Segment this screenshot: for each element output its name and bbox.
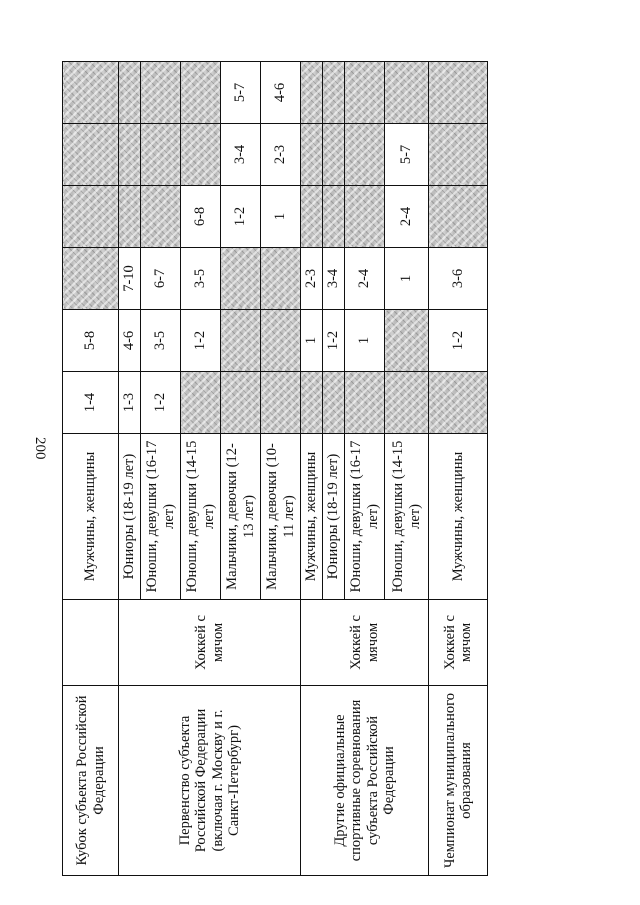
value-cell: 1-3 (119, 372, 141, 434)
group-cell: Мальчики, девочки (10-11 лет) (261, 434, 301, 600)
value-cell (141, 186, 181, 248)
competition-cell: Другие официальные спортивные соревнования субъекта Российской Федерации (301, 686, 429, 876)
value-cell: 2-3 (261, 124, 301, 186)
value-cell: 3-4 (221, 124, 261, 186)
value-cell (141, 124, 181, 186)
value-cell: 3-6 (429, 248, 488, 310)
value-cell: 5-7 (221, 62, 261, 124)
value-cell (63, 62, 119, 124)
group-cell: Юниоры (18-19 лет) (119, 434, 141, 600)
group-cell: Юниоры (18-19 лет) (323, 434, 345, 600)
value-cell: 1 (261, 186, 301, 248)
group-cell: Юноши, девушки (16-17 лет) (345, 434, 385, 600)
value-cell (301, 186, 323, 248)
value-cell: 3-4 (323, 248, 345, 310)
discipline-cell: Хоккей с мячом (429, 600, 488, 686)
value-cell: 1-2 (221, 186, 261, 248)
value-cell (63, 186, 119, 248)
group-cell: Мужчины, женщины (301, 434, 323, 600)
group-cell: Мужчины, женщины (429, 434, 488, 600)
value-cell (345, 62, 385, 124)
value-cell: 1-2 (429, 310, 488, 372)
table-row (429, 62, 488, 876)
value-cell (323, 186, 345, 248)
value-cell (63, 248, 119, 310)
value-cell: 6-8 (181, 186, 221, 248)
value-cell: 1-2 (323, 310, 345, 372)
value-cell (119, 186, 141, 248)
value-cell: 1-2 (181, 310, 221, 372)
value-cell: 5-7 (385, 124, 429, 186)
value-cell (261, 248, 301, 310)
value-cell (181, 372, 221, 434)
value-cell: 1-4 (63, 372, 119, 434)
value-cell: 2-4 (385, 186, 429, 248)
value-cell: 4-6 (119, 310, 141, 372)
value-cell (221, 310, 261, 372)
competition-cell: Чемпионат муниципального образования (429, 686, 488, 876)
value-cell: 1 (301, 310, 323, 372)
value-cell (119, 124, 141, 186)
value-cell (429, 186, 488, 248)
value-cell: 3-5 (141, 310, 181, 372)
value-cell (221, 372, 261, 434)
page-number: 200 (32, 437, 48, 460)
value-cell (345, 124, 385, 186)
value-cell: 4-6 (261, 62, 301, 124)
value-cell (119, 62, 141, 124)
value-cell: 1 (345, 310, 385, 372)
competition-cell: Кубок субъекта Российской Федерации (63, 686, 119, 876)
value-cell (323, 372, 345, 434)
value-cell: 2-4 (345, 248, 385, 310)
table-row (119, 62, 141, 876)
discipline-cell: Хоккей с мячом (301, 600, 429, 686)
value-cell: 1-2 (141, 372, 181, 434)
value-cell (221, 248, 261, 310)
value-cell: 3-5 (181, 248, 221, 310)
group-cell: Юноши, девушки (16-17 лет) (141, 434, 181, 600)
value-cell (429, 62, 488, 124)
value-cell (385, 310, 429, 372)
value-cell (385, 62, 429, 124)
value-cell (429, 372, 488, 434)
value-cell: 6-7 (141, 248, 181, 310)
value-cell (141, 62, 181, 124)
value-cell (181, 124, 221, 186)
value-cell: 5-8 (63, 310, 119, 372)
group-cell: Юноши, девушки (14-15 лет) (181, 434, 221, 600)
value-cell (323, 124, 345, 186)
group-cell: Мальчики, девочки (12-13 лет) (221, 434, 261, 600)
value-cell (63, 124, 119, 186)
discipline-cell (63, 600, 119, 686)
discipline-cell: Хоккей с мячом (119, 600, 301, 686)
value-cell (181, 62, 221, 124)
value-cell (345, 372, 385, 434)
group-cell: Мужчины, женщины (63, 434, 119, 600)
value-cell (301, 124, 323, 186)
value-cell (323, 62, 345, 124)
value-cell: 1 (385, 248, 429, 310)
value-cell (261, 372, 301, 434)
value-cell (345, 186, 385, 248)
value-cell (301, 62, 323, 124)
value-cell (301, 372, 323, 434)
table-row (63, 62, 119, 876)
table-row (301, 62, 323, 876)
value-cell: 7-10 (119, 248, 141, 310)
value-cell: 2-3 (301, 248, 323, 310)
value-cell (261, 310, 301, 372)
value-cell (385, 372, 429, 434)
value-cell (429, 124, 488, 186)
rotated-table-wrapper (62, 62, 474, 876)
rank-table (62, 61, 488, 876)
group-cell: Юноши, девушки (14-15 лет) (385, 434, 429, 600)
competition-cell: Первенство субъекта Российской Федерации (включая г. Москву и г. Санкт-Петербург) (119, 686, 301, 876)
